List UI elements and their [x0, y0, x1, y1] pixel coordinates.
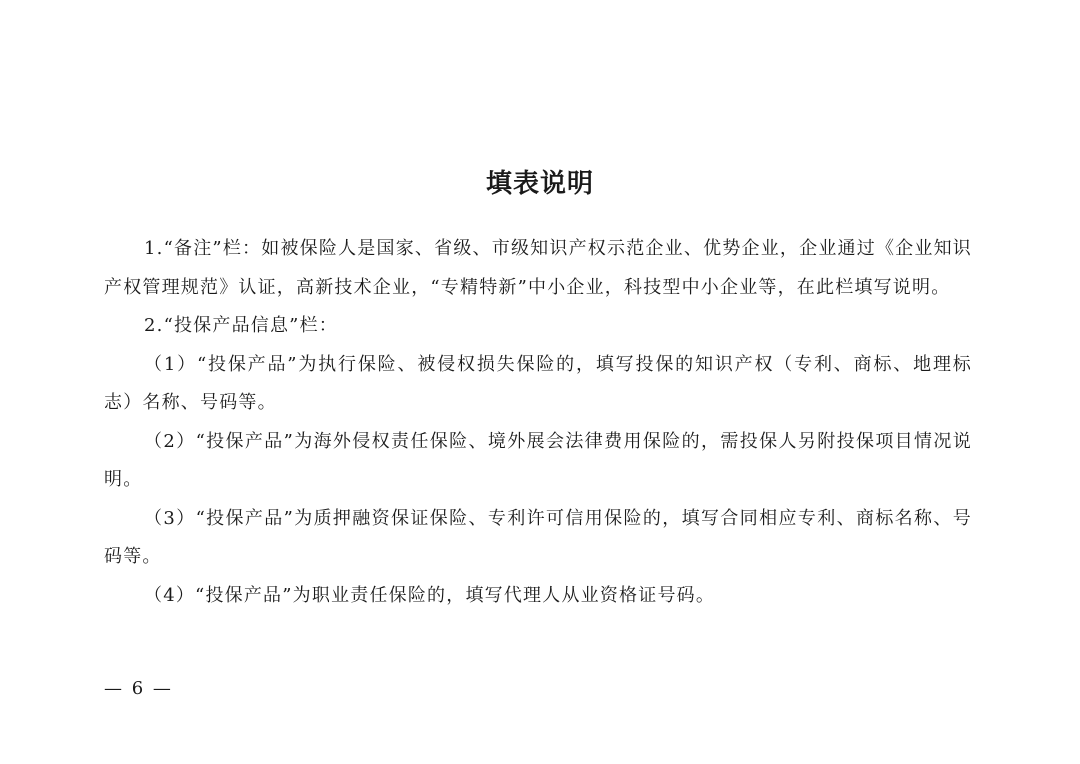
paragraph-product-info: 2.“投保产品信息”栏： [144, 315, 338, 336]
paragraph-remarks: 1.“备注”栏：如被保险人是国家、省级、市级知识产权示范企业、优势企业，企业通过《企业知识产权管理规范》认证，高新技术企业，“专精特新”中小企业，科技型中小企业等，在此栏填写说明。 [104, 238, 972, 298]
paragraph-item-4: （4）“投保产品”为职业责任保险的，填写代理人从业资格证号码。 [144, 584, 716, 606]
paragraph-item-3: （3）“投保产品”为质押融资保证保险、专利许可信用保险的，填写合同相应专利、商标名称、号码等。 [104, 507, 972, 567]
instructions-body [104, 230, 972, 615]
page-number: — 6 — [104, 678, 173, 699]
paragraph-item-2: （2）“投保产品”为海外侵权责任保险、境外展会法律费用保险的，需投保人另附投保项目情况说明。 [104, 430, 972, 490]
paragraph-item-1: （1）“投保产品”为执行保险、被侵权损失保险的，填写投保的知识产权（专利、商标、地理标志）名称、号码等。 [104, 353, 972, 413]
document-title: 填表说明 [485, 169, 594, 199]
